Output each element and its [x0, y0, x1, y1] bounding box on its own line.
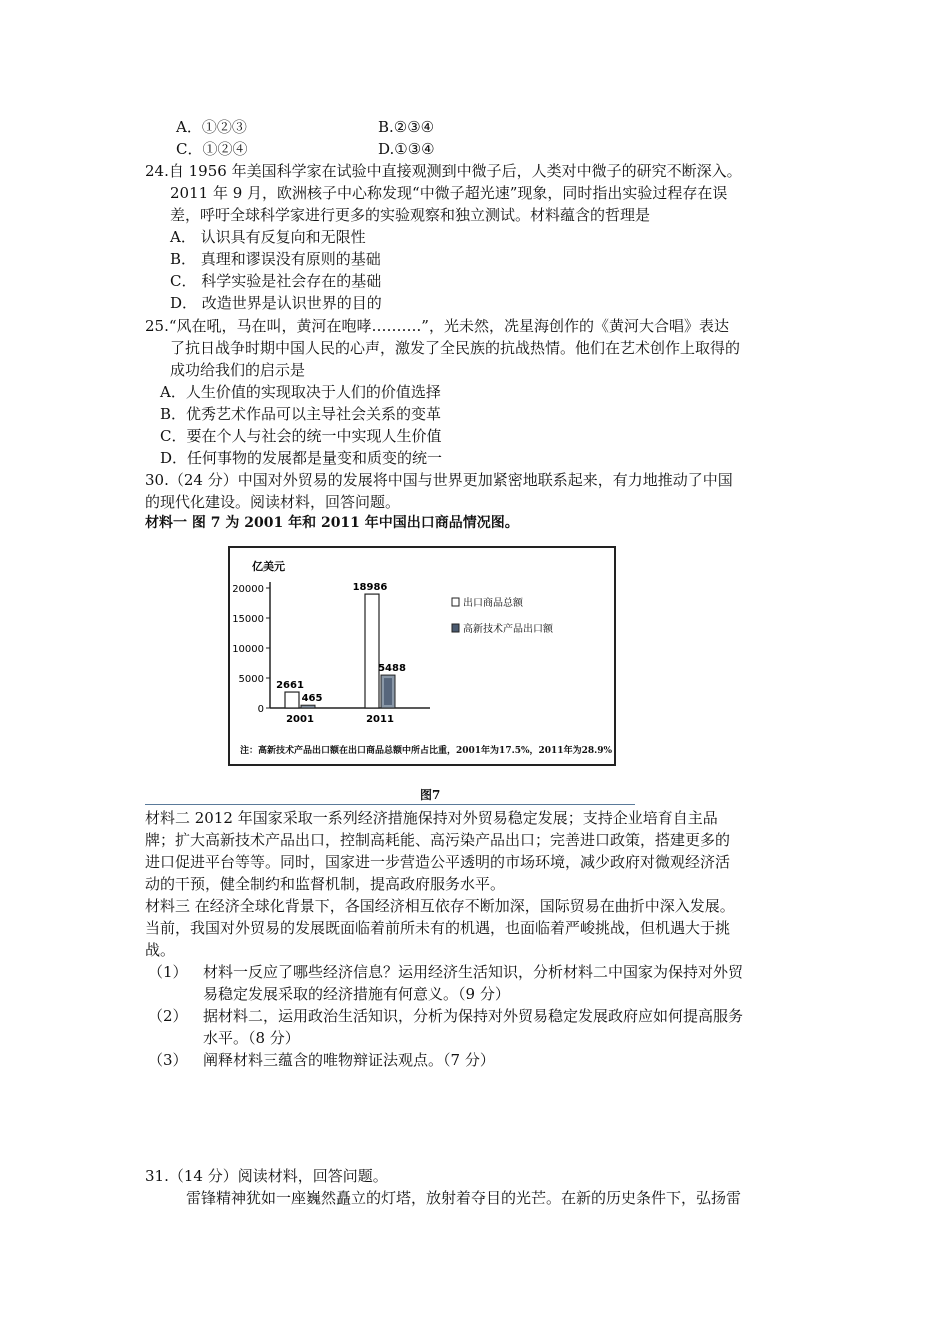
q25-option-d: D．任何事物的发展都是量变和质变的统一: [160, 449, 443, 467]
material2-line1: 材料二 2012 年国家采取一系列经济措施保持对外贸易稳定发展；支持企业培育自主品: [145, 809, 718, 827]
sub3-line1: 阐释材料三蕴含的唯物辩证法观点。（7 分）: [203, 1051, 495, 1069]
data-label-2011-0: 18986: [352, 582, 388, 594]
export-chart: [228, 546, 616, 766]
export-bar-chart: [230, 548, 614, 764]
legend-swatch-1: [452, 624, 459, 632]
material2-line2: 牌；扩大高新技术产品出口，控制高耗能、高污染产品出口；完善进口政策，搭建更多的: [145, 831, 731, 849]
sub3-number: （3）: [148, 1051, 188, 1069]
q31-stem-line1: 31.（14 分）阅读材料，回答问题。: [145, 1167, 388, 1185]
q23-option-d: D.①③④: [378, 140, 435, 158]
q31-stem-line2: 雷锋精神犹如一座巍然矗立的灯塔，放射着夺目的光芒。在新的历史条件下，弘扬雷: [186, 1189, 742, 1207]
y-tick-label-0: 0: [257, 704, 264, 715]
chart-note: 注：高新技术产品出口额在出口商品总额中所占比重，2001年为17.5%，2011年为28.9%: [240, 746, 613, 756]
material2-line4: 动的干预，健全制约和监督机制，提高政府服务水平。: [145, 875, 506, 893]
q25-option-c: C．要在个人与社会的统一中实现人生价值: [160, 427, 442, 445]
q25-stem-line1: 25.“风在吼，马在叫，黄河在咆哮……….”，光未然，冼星海创作的《黄河大合唱》表达: [145, 317, 729, 335]
sub1-number: （1）: [148, 963, 188, 981]
bar-2001-total: [285, 692, 299, 708]
q24-stem-line1: 24.自 1956 年美国科学家在试验中直接观测到中微子后，人类对中微子的研究不断深入。: [145, 162, 742, 180]
material3-line3: 战。: [145, 941, 176, 959]
divider-line: [145, 804, 635, 805]
figure-caption: 图7: [420, 788, 441, 802]
y-tick-label-3: 15000: [232, 614, 264, 625]
legend-label-1: 高新技术产品出口额: [463, 624, 553, 635]
bar-2011-hightech-pattern: [384, 678, 392, 705]
bar-2011-total: [365, 594, 379, 708]
material3-line2: 当前，我国对外贸易的发展既面临着前所未有的机遇，也面临着严峻挑战，但机遇大于挑: [145, 919, 731, 937]
sub1-line1: 材料一反应了哪些经济信息？运用经济生活知识，分析材料二中国家为保持对外贸: [203, 963, 744, 981]
q30-stem-line1: 30.（24 分）中国对外贸易的发展将中国与世界更加紧密地联系起来，有力地推动了中国: [145, 471, 733, 489]
q25-option-b: B．优秀艺术作品可以主导社会关系的变革: [160, 405, 442, 423]
q23-option-c: C．①②④: [176, 140, 248, 158]
q23-option-a: A．①②③: [176, 118, 247, 136]
data-label-2001-1: 465: [301, 693, 323, 705]
data-label-2001-0: 2661: [276, 680, 304, 692]
q25-option-a: A．人生价值的实现取决于人们的价值选择: [160, 383, 441, 401]
y-axis-label: 亿美元: [252, 560, 285, 573]
x-tick-label-2011: 2011: [366, 714, 394, 725]
y-tick-label-1: 5000: [238, 674, 264, 685]
q23-option-b: B.②③④: [378, 118, 435, 136]
sub1-line2: 易稳定发展采取的经济措施有何意义。（9 分）: [203, 985, 510, 1003]
material1-title: 材料一 图 7 为 2001 年和 2011 年中国出口商品情况图。: [145, 515, 519, 531]
sub2-line2: 水平。（8 分）: [203, 1029, 300, 1047]
q30-stem-line2: 的现代化建设。阅读材料，回答问题。: [145, 493, 401, 511]
q24-stem-line3: 差，呼吁全球科学家进行更多的实验观察和独立测试。材料蕴含的哲理是: [170, 206, 651, 224]
sub2-line1: 据材料二，运用政治生活知识，分析为保持对外贸易稳定发展政府应如何提高服务: [203, 1007, 744, 1025]
y-tick-label-4: 20000: [232, 584, 264, 595]
q24-stem-line2: 2011 年 9 月，欧洲核子中心称发现“中微子超光速”现象，同时指出实验过程存在误: [170, 184, 728, 202]
q24-option-a: A． 认识具有反复向和无限性: [170, 228, 366, 246]
q24-option-c: C． 科学实验是社会存在的基础: [170, 272, 382, 290]
material2-line3: 进口促进平台等等。同时，国家进一步营造公平透明的市场环境，减少政府对微观经济活: [145, 853, 731, 871]
legend-swatch-0: [452, 598, 459, 606]
sub2-number: （2）: [148, 1007, 188, 1025]
q24-option-d: D． 改造世界是认识世界的目的: [170, 294, 382, 312]
y-tick-label-2: 10000: [232, 644, 264, 655]
bar-2001-hightech: [301, 705, 315, 708]
legend-label-0: 出口商品总额: [463, 598, 523, 609]
x-tick-label-2001: 2001: [286, 714, 314, 725]
data-label-2011-1: 5488: [378, 663, 406, 675]
q25-stem-line3: 成功给我们的启示是: [170, 361, 306, 379]
material3-line1: 材料三 在经济全球化背景下，各国经济相互依存不断加深，国际贸易在曲折中深入发展。: [145, 897, 735, 915]
q25-stem-line2: 了抗日战争时期中国人民的心声，激发了全民族的抗战热情。他们在艺术创作上取得的: [170, 339, 741, 357]
q24-option-b: B． 真理和谬误没有原则的基础: [170, 250, 381, 268]
